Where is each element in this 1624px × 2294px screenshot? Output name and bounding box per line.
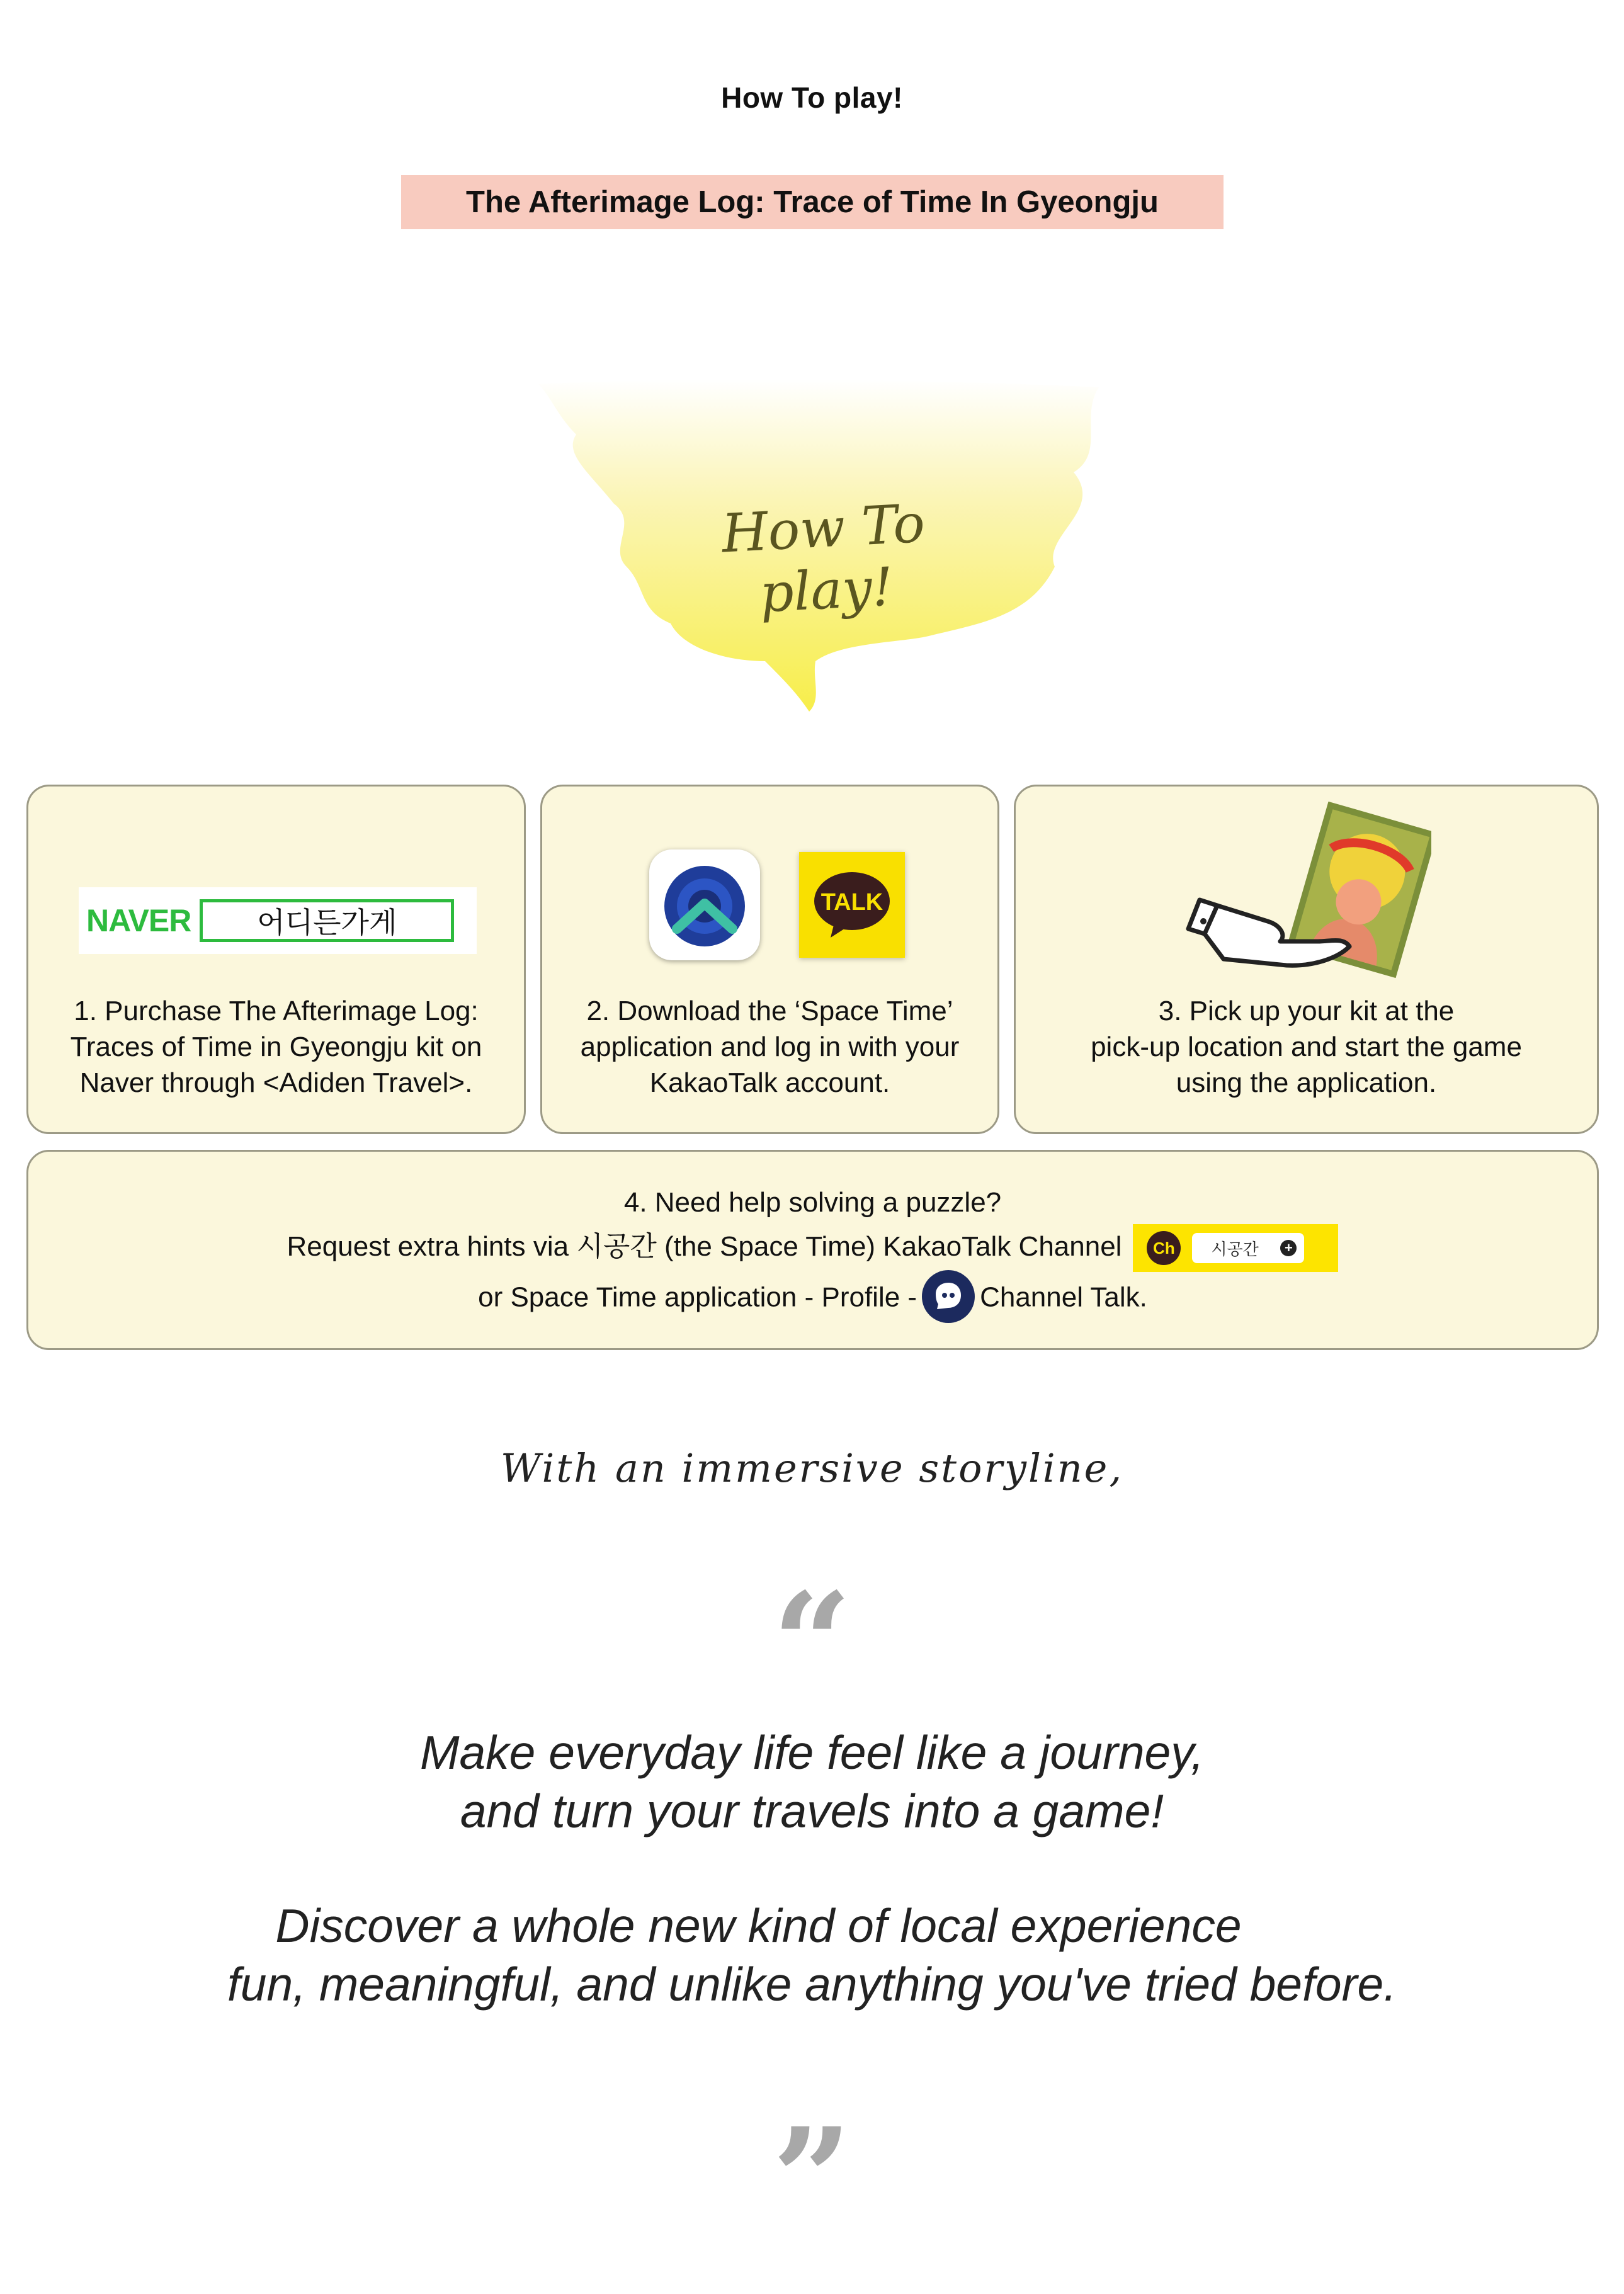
help-line-2-text: Request extra hints via 시공간 (the Space Time) KakaoTalk Channel bbox=[287, 1231, 1122, 1262]
game-title-banner bbox=[401, 175, 1224, 229]
help-line-3 bbox=[28, 1271, 1597, 1327]
storyline-intro: With an immersive storyline, bbox=[500, 1445, 1124, 1491]
naver-store-name: 어디든가게 bbox=[200, 899, 454, 942]
step-1-text: 1. Purchase The Afterimage Log: Traces of Time in Gyeongju kit on Naver through <Adiden Travel>. bbox=[70, 996, 482, 1098]
kit-hand-icon bbox=[1186, 802, 1431, 984]
page-heading: How To play! bbox=[721, 81, 903, 114]
game-title: The Afterimage Log: Trace of Time In Gyeongju bbox=[466, 185, 1159, 219]
open-quote-icon: “ bbox=[772, 1562, 852, 1725]
kakaotalk-icon-label: TALK bbox=[821, 889, 883, 916]
close-quote-icon: ” bbox=[772, 2097, 852, 2260]
step-2-text: 2. Download the ‘Space Time’ application and log in with your KakaoTalk account. bbox=[580, 996, 960, 1098]
step-card-purchase bbox=[26, 785, 526, 1134]
help-line-3-after: Channel Talk. bbox=[980, 1281, 1147, 1313]
help-line-1: 4. Need help solving a puzzle? bbox=[623, 1187, 1002, 1218]
space-time-app-icon bbox=[649, 849, 760, 960]
kakaotalk-icon bbox=[799, 852, 905, 958]
step-card-download bbox=[540, 785, 999, 1134]
tagline-line-2: and turn your travels into a game! bbox=[460, 1785, 1164, 1837]
plus-icon: + bbox=[1280, 1240, 1297, 1256]
step-card-pickup bbox=[1014, 785, 1599, 1134]
help-line-2 bbox=[28, 1224, 1597, 1272]
tagline-line-1: Make everyday life feel like a journey, bbox=[419, 1726, 1205, 1779]
kakao-channel-name: 시공간 bbox=[1211, 1239, 1259, 1259]
step-3-text: 3. Pick up your kit at the pick-up location and start the game using the application. bbox=[1091, 996, 1522, 1098]
naver-logo-word: NAVER bbox=[86, 903, 191, 938]
kakao-channel-ch-icon: Ch bbox=[1147, 1231, 1181, 1265]
kakao-channel-add-pill bbox=[1192, 1233, 1304, 1263]
how-to-play-banner-text: How To play! bbox=[720, 492, 927, 625]
channel-talk-icon bbox=[921, 1269, 976, 1324]
tagline-line-3: Discover a whole new kind of local experience bbox=[275, 1899, 1242, 1952]
naver-logo bbox=[79, 887, 477, 954]
tagline-line-4: fun, meaningful, and unlike anything you've tried before. bbox=[227, 1958, 1397, 2011]
help-line-3-before: or Space Time application - Profile - bbox=[478, 1281, 917, 1313]
kakao-channel-badge[interactable] bbox=[1133, 1224, 1338, 1272]
step-card-help bbox=[26, 1150, 1599, 1350]
